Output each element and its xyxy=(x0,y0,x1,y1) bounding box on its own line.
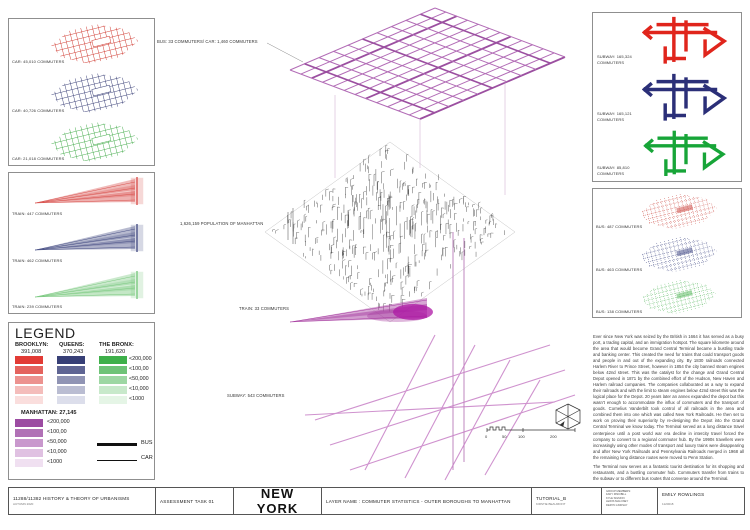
legend-scale-label: <50,000 xyxy=(129,376,149,382)
legend-swatch xyxy=(57,356,85,364)
subway-diagram-bronx xyxy=(593,127,741,181)
manhattan-wireframe xyxy=(273,145,505,312)
bus-map-bronx xyxy=(593,275,741,317)
legend-swatch xyxy=(15,439,43,447)
subway-diagram-label: SUBWAY: 85,810 xyxy=(597,165,630,171)
legend-scale-label: <100,00 xyxy=(47,429,67,435)
panel-train-diagrams xyxy=(8,172,155,314)
train-diagram-label: TRAIN: 447 COMMUTERS xyxy=(12,211,63,217)
legend-swatch xyxy=(99,396,127,404)
titleblock-layer-cell xyxy=(322,488,532,514)
north-cube-icon xyxy=(556,404,580,429)
layer-name: LAYER NAME : COMMUTER STATISTICS - OUTER BOROUGHS TO MANHATTAN xyxy=(326,498,511,504)
titleblock-author-cell xyxy=(658,488,744,514)
legend-swatch xyxy=(15,386,43,394)
subway-network-icon xyxy=(634,15,738,69)
legend-swatch xyxy=(57,366,85,374)
titleblock-group-cell xyxy=(602,488,658,514)
subway-commuters-label: SUBWAY: 543 COMMUTERS xyxy=(227,393,285,398)
group-line: KYLE SIGMON xyxy=(606,496,625,500)
train-diagram-queens xyxy=(9,220,154,267)
scale-tick-label: 0 xyxy=(485,434,488,439)
legend-swatch xyxy=(15,419,43,427)
legend-swatch xyxy=(15,376,43,384)
assessment-task: ASSESSMENT TASK 01 xyxy=(160,498,215,504)
bus-map-label: BUS: 463 COMMUTERS xyxy=(596,267,643,273)
bus-map-label: BUS: 138 COMMUTERS xyxy=(596,309,643,315)
train-fan-icon xyxy=(31,175,151,211)
tutorial-sub: KIRSTIE BEAUMONT xyxy=(536,502,566,506)
subway-network-icon xyxy=(634,129,738,181)
bus-map-brooklyn xyxy=(593,189,741,232)
legend-scale-label: <200,000 xyxy=(129,356,152,362)
essay-text-block xyxy=(593,334,744,480)
author-name: EMILY ROWLINGS xyxy=(662,492,705,497)
group-line: DERYN LINDSAY xyxy=(606,503,628,507)
city-title: NEW YORK xyxy=(256,488,299,514)
train-diagram-label: TRAIN: 462 COMMUTERS xyxy=(12,258,63,264)
legend-swatch xyxy=(15,396,43,404)
subway-diagram-brooklyn xyxy=(593,13,741,70)
subway-lower-grid xyxy=(305,335,575,480)
group-line: LEWIS MALONEY xyxy=(606,500,629,504)
bus-line-key-icon xyxy=(97,443,137,446)
bus-map-queens xyxy=(593,232,741,275)
subway-diagram-label2: COMMUTERS xyxy=(597,117,625,123)
legend-col-bronx: THE BRONX: xyxy=(99,342,134,348)
train-commuters-label: TRAIN: 33 COMMUTERS xyxy=(239,306,290,311)
legend-scale-label: <10,000 xyxy=(47,449,67,455)
leader-line xyxy=(267,43,303,62)
legend-scale-label: <100,00 xyxy=(129,366,149,372)
legend-title: LEGEND xyxy=(15,325,76,341)
subway-diagram-label2: COMMUTERS xyxy=(597,171,625,177)
legend-swatch xyxy=(15,429,43,437)
legend-swatch xyxy=(15,459,43,467)
car-map-queens xyxy=(9,68,154,117)
legend-scale-label: <10,000 xyxy=(129,386,149,392)
legend-value-brooklyn: 391,008 xyxy=(21,349,42,355)
car-map-label: CAR: 45,010 COMMUTERS xyxy=(12,59,65,65)
population-label: 1,626,159 POPULATION OF MANHATTAN xyxy=(180,221,264,226)
group-line: GROUP MEMBERS: xyxy=(606,490,631,493)
panel-subway-diagrams xyxy=(592,12,742,182)
titleblock-tutorial-cell xyxy=(532,488,602,514)
legend-swatch xyxy=(99,376,127,384)
car-line-key-icon xyxy=(97,460,137,461)
legend-swatch xyxy=(15,449,43,457)
legend-value-bronx: 191,620 xyxy=(105,349,126,355)
legend-swatch xyxy=(57,386,85,394)
car-map-label: CAR: 40,726 COMMUTERS xyxy=(12,108,65,114)
legend-swatch xyxy=(57,376,85,384)
train-diagram-brooklyn xyxy=(9,173,154,220)
author-id: 1120018 xyxy=(662,502,674,506)
train-fan-icon xyxy=(31,222,151,258)
legend-swatch xyxy=(99,356,127,364)
essay-paragraph-2: The Terminal now serves as a fantastic tourist destination for its shopping and restaurants, and a bustling commuter hub. Commuters transfer from trains to the subway or to different bus routes that converge around the Terminal. xyxy=(593,463,744,480)
legend-panel xyxy=(8,322,155,480)
legend-col-brooklyn: BROOKLYN: xyxy=(15,342,49,348)
course-title: 11288/11382 HISTORY & THEORY OF URBANISMS xyxy=(13,496,130,501)
car-map-brooklyn xyxy=(9,19,154,68)
scale-tick-label: 100 xyxy=(518,434,525,439)
legend-value-queens: 370,243 xyxy=(63,349,84,355)
titleblock-task-cell xyxy=(156,488,234,514)
legend-swatch xyxy=(57,396,85,404)
panel-bus-maps xyxy=(592,188,742,318)
subway-network-icon xyxy=(634,72,738,126)
group-line: FADY RISK/BILL xyxy=(606,493,627,497)
bus-map-label: BUS: 487 COMMUTERS xyxy=(596,224,643,230)
legend-manhattan-header: MANHATTAN: 27,145 xyxy=(21,410,77,416)
subway-diagram-label: SUBWAY: 165,324 xyxy=(597,54,632,60)
subway-grid-plane xyxy=(290,8,565,119)
title-block xyxy=(8,487,745,515)
essay-paragraph-1: Ever since New York was seized by the British in 1664 it has served as a busy port, a trading capital, and an immigration hotspot. The square kilometre around the area that would become Grand Central Terminal became a bustling trade and banking center. This created the need for trains that could transport goods and people in and out of the expanding city. By 1830 railroads connected Harlem River to Prince Street, however in 1854 the city banned steam engines below 42nd street. This was the catalyst for the change and Grand Central Depot opened in 1871 by the combined effort of the Hudson, New Haven and Harlem railroad companies. The companies collaborated as a way to expand their railroads and with the limit to steam engines below 42nd street this was the logical place for the Depot. 20 years later an annex expanded the depot but this wasn't enough to accommodate the influx of commuters and the transport of goods. Cornelius Vanderbilt took control of all railroads in the area and combined them into one which was called New York Railroads. He then set to work on proving their superiority by re-designing the Depot into the Grand Central Terminal we know today. The Terminal served as a long distance travel centerpiece until a post world war era decline in intercity travel forced the company to convert to a regional commuter hub. By the 1990s travellers were increasingly using other modes of transport and luxury trains were disappearing and after New York Railroads and Pennsylvania Railroads merged in 1968 all the remaining long distance routes were moved to Penn Station. xyxy=(593,334,744,460)
legend-col-queens: QUEENS: xyxy=(59,342,85,348)
train-diagram-label: TRAIN: 239 COMMUTERS xyxy=(12,304,63,310)
subway-diagram-label: SUBWAY: 165,121 xyxy=(597,111,632,117)
car-map-label: CAR: 21,018 COMMUTERS xyxy=(12,156,65,162)
subway-diagram-label2: COMMUTERS xyxy=(597,60,625,66)
titleblock-city-cell xyxy=(234,488,322,514)
legend-swatch xyxy=(15,366,43,374)
panel-car-maps xyxy=(8,18,155,166)
axonometric-city-drawing xyxy=(155,0,595,485)
train-fan-icon xyxy=(31,269,151,305)
scale-bar xyxy=(487,427,575,432)
scale-tick-label: 50 xyxy=(502,434,507,439)
bus-line-key-label: BUS xyxy=(141,440,153,446)
train-diagram-bronx xyxy=(9,267,154,313)
course-subtitle: AUTUMN 2020 xyxy=(13,502,34,506)
car-map-bronx xyxy=(9,117,154,165)
car-line-key-label: CAR xyxy=(141,455,153,461)
scale-tick-label: 200 xyxy=(550,434,557,439)
legend-scale-label: <1000 xyxy=(129,396,145,402)
legend-scale-label: <200,000 xyxy=(47,419,70,425)
legend-swatch xyxy=(15,356,43,364)
titleblock-course-cell xyxy=(9,488,156,514)
legend-scale-label: <50,000 xyxy=(47,439,67,445)
legend-scale-label: <1000 xyxy=(47,459,63,465)
bus-car-commuters-label: BUS: 33 COMMUTERS/ CAR: 1,460 COMMUTERS xyxy=(157,39,258,44)
legend-swatch xyxy=(99,366,127,374)
legend-swatch xyxy=(99,386,127,394)
tutorial-label: TUTORIAL_B xyxy=(536,496,567,501)
subway-diagram-queens xyxy=(593,70,741,127)
